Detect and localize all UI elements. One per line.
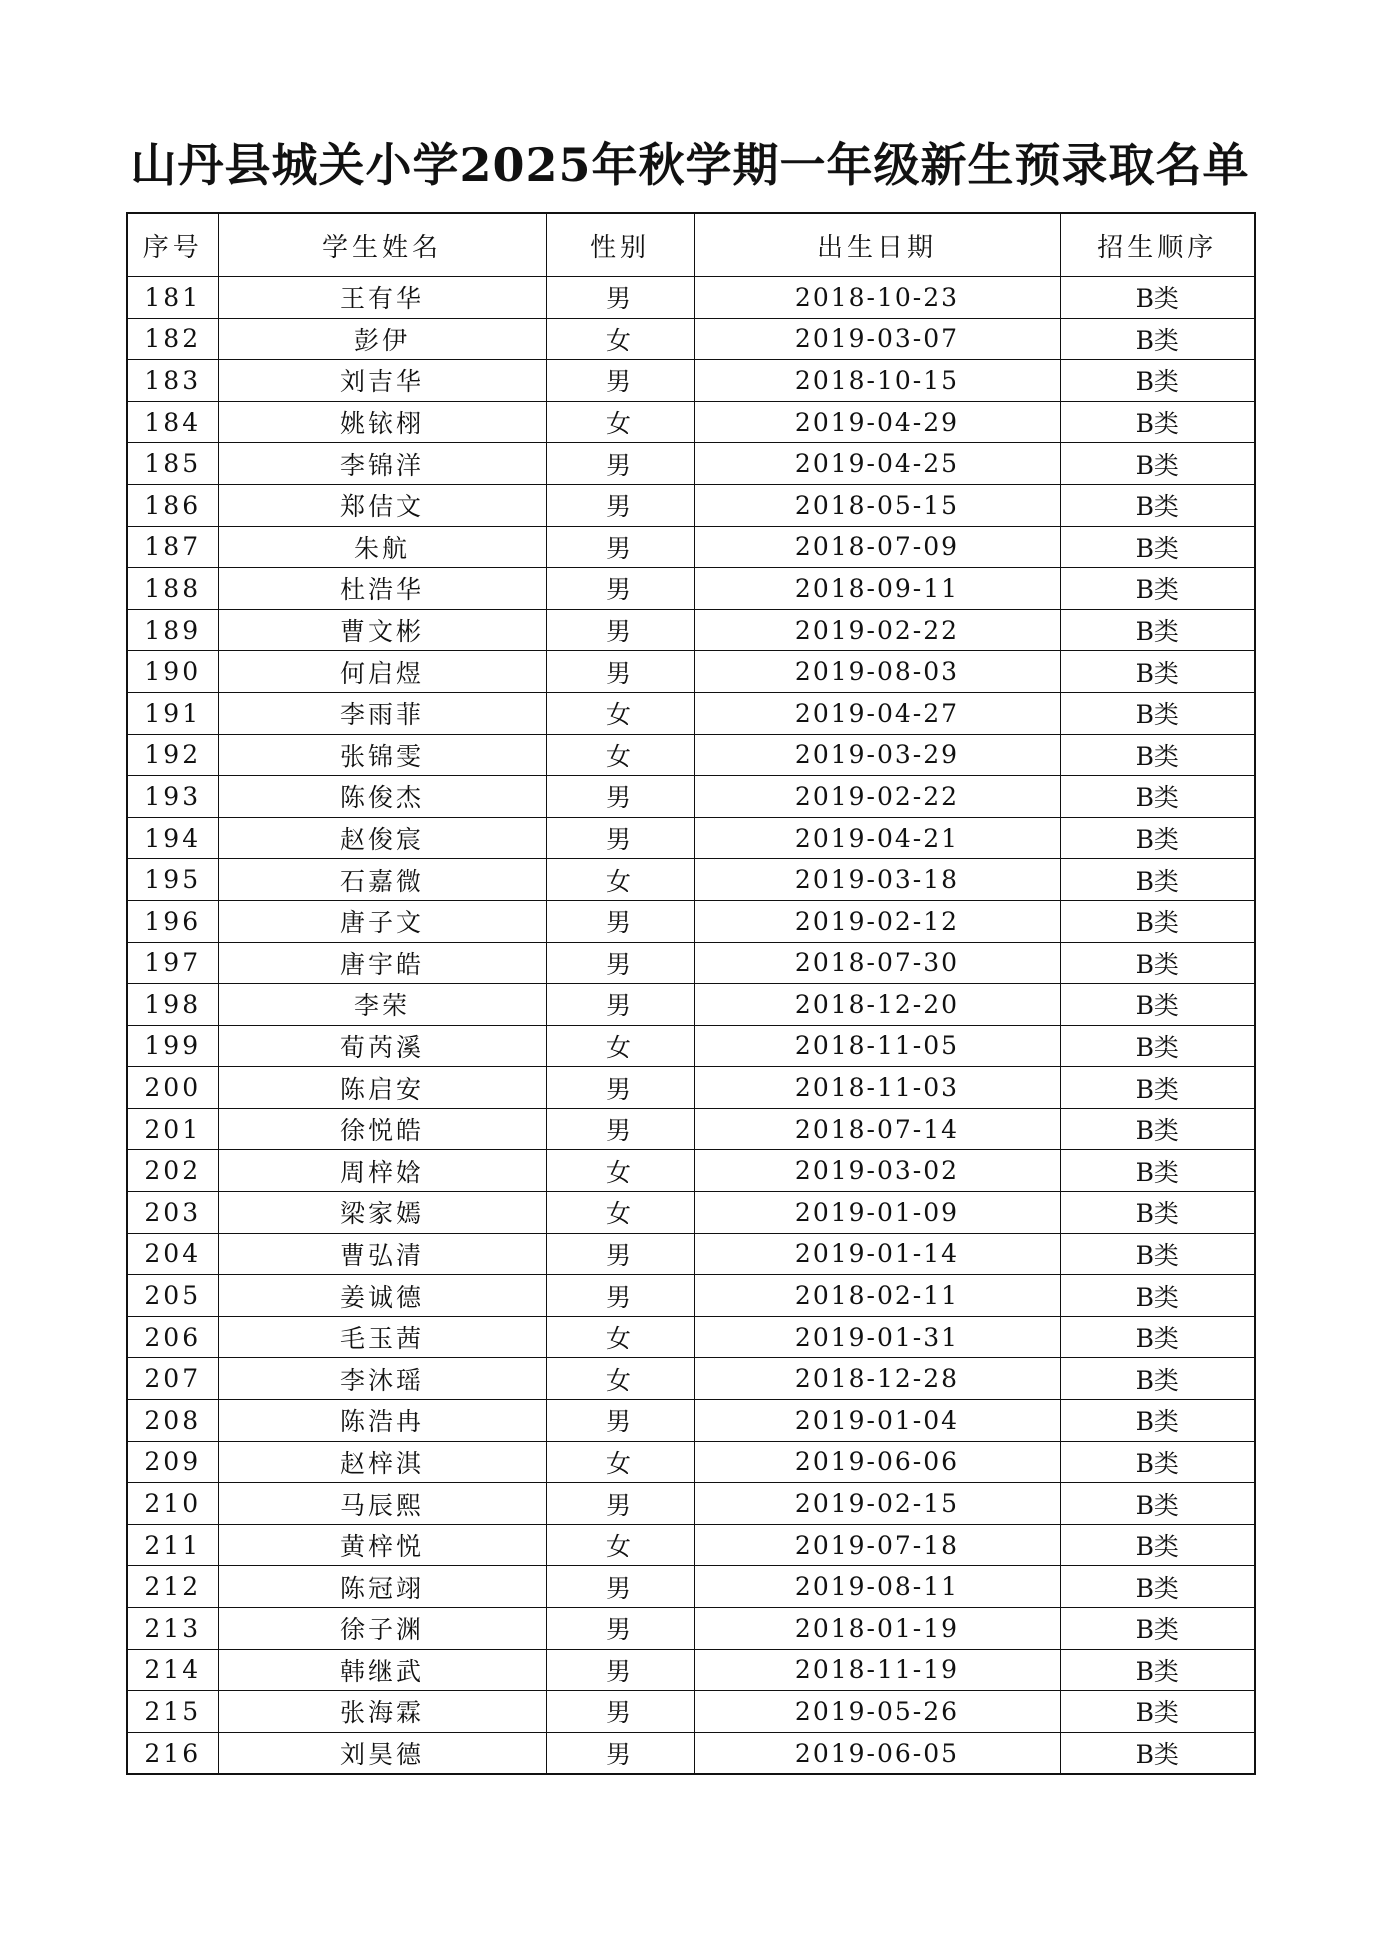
cell-index: 191 [127,692,218,734]
cell-index: 212 [127,1566,218,1608]
cell-student-name: 徐悦皓 [218,1108,546,1150]
cell-index: 199 [127,1025,218,1067]
cell-index: 188 [127,568,218,610]
cell-gender: 男 [546,609,694,651]
cell-admission-order: B类 [1060,1275,1255,1317]
table-body [127,277,1255,1775]
cell-student-name: 石嘉微 [218,859,546,901]
cell-index: 209 [127,1441,218,1483]
header-birth-date: 出生日期 [694,213,1060,277]
cell-gender: 女 [546,734,694,776]
table-row [127,443,1255,485]
cell-birth-date: 2018-07-09 [694,526,1060,568]
cell-student-name: 陈冠翊 [218,1566,546,1608]
cell-index: 210 [127,1483,218,1525]
table-row [127,1566,1255,1608]
cell-student-name: 张海霖 [218,1691,546,1733]
cell-gender: 女 [546,318,694,360]
cell-admission-order: B类 [1060,942,1255,984]
cell-birth-date: 2019-04-25 [694,443,1060,485]
table-row [127,1441,1255,1483]
cell-birth-date: 2019-03-02 [694,1150,1060,1192]
cell-student-name: 姚铱栩 [218,401,546,443]
table-row [127,776,1255,818]
cell-index: 214 [127,1649,218,1691]
table-row [127,1108,1255,1150]
cell-index: 200 [127,1067,218,1109]
table-row [127,1691,1255,1733]
cell-gender: 男 [546,526,694,568]
cell-student-name: 郑佶文 [218,484,546,526]
table-row [127,984,1255,1026]
cell-student-name: 曹文彬 [218,609,546,651]
table-row [127,651,1255,693]
table-header [127,213,1255,277]
cell-birth-date: 2019-02-15 [694,1483,1060,1525]
cell-birth-date: 2019-01-14 [694,1233,1060,1275]
cell-gender: 男 [546,1732,694,1774]
table-row [127,1316,1255,1358]
cell-admission-order: B类 [1060,568,1255,610]
cell-birth-date: 2019-02-12 [694,900,1060,942]
cell-admission-order: B类 [1060,1441,1255,1483]
table-row [127,484,1255,526]
cell-admission-order: B类 [1060,651,1255,693]
cell-index: 182 [127,318,218,360]
cell-gender: 女 [546,1358,694,1400]
cell-admission-order: B类 [1060,734,1255,776]
cell-admission-order: B类 [1060,401,1255,443]
cell-student-name: 周梓娢 [218,1150,546,1192]
cell-admission-order: B类 [1060,1649,1255,1691]
cell-gender: 女 [546,401,694,443]
cell-birth-date: 2018-11-05 [694,1025,1060,1067]
cell-index: 196 [127,900,218,942]
cell-birth-date: 2019-06-05 [694,1732,1060,1774]
cell-birth-date: 2019-05-26 [694,1691,1060,1733]
cell-birth-date: 2019-08-11 [694,1566,1060,1608]
cell-gender: 女 [546,1192,694,1234]
cell-admission-order: B类 [1060,984,1255,1026]
cell-gender: 男 [546,776,694,818]
cell-student-name: 李沐瑶 [218,1358,546,1400]
cell-student-name: 陈俊杰 [218,776,546,818]
cell-admission-order: B类 [1060,1025,1255,1067]
cell-gender: 男 [546,984,694,1026]
table-row [127,817,1255,859]
cell-admission-order: B类 [1060,1608,1255,1650]
cell-birth-date: 2018-11-19 [694,1649,1060,1691]
cell-index: 208 [127,1400,218,1442]
cell-student-name: 马辰熙 [218,1483,546,1525]
table-row [127,526,1255,568]
cell-student-name: 杜浩华 [218,568,546,610]
cell-admission-order: B类 [1060,900,1255,942]
cell-gender: 男 [546,651,694,693]
cell-gender: 男 [546,817,694,859]
table-row [127,609,1255,651]
table-row [127,1524,1255,1566]
cell-student-name: 黄梓悦 [218,1524,546,1566]
cell-index: 194 [127,817,218,859]
cell-admission-order: B类 [1060,1316,1255,1358]
cell-birth-date: 2018-05-15 [694,484,1060,526]
cell-admission-order: B类 [1060,1483,1255,1525]
cell-student-name: 彭伊 [218,318,546,360]
cell-student-name: 姜诚德 [218,1275,546,1317]
cell-gender: 男 [546,942,694,984]
cell-admission-order: B类 [1060,1150,1255,1192]
cell-birth-date: 2019-04-29 [694,401,1060,443]
cell-gender: 男 [546,1067,694,1109]
table-row [127,1192,1255,1234]
cell-birth-date: 2019-01-31 [694,1316,1060,1358]
cell-birth-date: 2019-04-27 [694,692,1060,734]
cell-admission-order: B类 [1060,1524,1255,1566]
cell-admission-order: B类 [1060,1358,1255,1400]
cell-gender: 女 [546,859,694,901]
cell-index: 190 [127,651,218,693]
cell-gender: 女 [546,692,694,734]
cell-gender: 女 [546,1524,694,1566]
cell-birth-date: 2018-12-20 [694,984,1060,1026]
cell-student-name: 陈启安 [218,1067,546,1109]
cell-index: 183 [127,360,218,402]
cell-gender: 男 [546,1566,694,1608]
cell-birth-date: 2018-11-03 [694,1067,1060,1109]
cell-admission-order: B类 [1060,817,1255,859]
cell-index: 198 [127,984,218,1026]
table-row [127,360,1255,402]
cell-birth-date: 2019-07-18 [694,1524,1060,1566]
cell-gender: 男 [546,484,694,526]
cell-birth-date: 2018-02-11 [694,1275,1060,1317]
cell-admission-order: B类 [1060,692,1255,734]
cell-index: 201 [127,1108,218,1150]
cell-admission-order: B类 [1060,360,1255,402]
table-row [127,1067,1255,1109]
cell-admission-order: B类 [1060,1233,1255,1275]
cell-birth-date: 2018-12-28 [694,1358,1060,1400]
cell-birth-date: 2019-04-21 [694,817,1060,859]
cell-gender: 男 [546,1608,694,1650]
table-row [127,692,1255,734]
cell-gender: 男 [546,1400,694,1442]
cell-student-name: 毛玉茜 [218,1316,546,1358]
cell-student-name: 韩继武 [218,1649,546,1691]
cell-index: 185 [127,443,218,485]
cell-student-name: 朱航 [218,526,546,568]
cell-birth-date: 2018-07-14 [694,1108,1060,1150]
cell-student-name: 赵俊宸 [218,817,546,859]
cell-index: 189 [127,609,218,651]
cell-index: 215 [127,1691,218,1733]
cell-index: 207 [127,1358,218,1400]
cell-birth-date: 2019-03-18 [694,859,1060,901]
table-row [127,1233,1255,1275]
cell-admission-order: B类 [1060,1691,1255,1733]
cell-gender: 男 [546,443,694,485]
cell-student-name: 梁家嫣 [218,1192,546,1234]
page-title: 山丹县城关小学2025年秋学期一年级新生预录取名单 [130,138,1250,192]
cell-admission-order: B类 [1060,443,1255,485]
table-row [127,568,1255,610]
table-row [127,277,1255,319]
cell-index: 205 [127,1275,218,1317]
cell-index: 213 [127,1608,218,1650]
cell-birth-date: 2019-02-22 [694,609,1060,651]
cell-index: 202 [127,1150,218,1192]
cell-birth-date: 2019-03-29 [694,734,1060,776]
cell-admission-order: B类 [1060,1192,1255,1234]
cell-birth-date: 2019-06-06 [694,1441,1060,1483]
cell-birth-date: 2018-01-19 [694,1608,1060,1650]
header-index: 序号 [127,213,218,277]
cell-index: 206 [127,1316,218,1358]
cell-index: 192 [127,734,218,776]
cell-admission-order: B类 [1060,609,1255,651]
header-student-name: 学生姓名 [218,213,546,277]
cell-gender: 女 [546,1025,694,1067]
cell-birth-date: 2019-08-03 [694,651,1060,693]
cell-admission-order: B类 [1060,526,1255,568]
cell-student-name: 荀芮溪 [218,1025,546,1067]
table-row [127,1732,1255,1774]
cell-gender: 男 [546,1483,694,1525]
table-row [127,900,1255,942]
table-row [127,401,1255,443]
cell-student-name: 唐宇皓 [218,942,546,984]
cell-birth-date: 2018-07-30 [694,942,1060,984]
cell-gender: 男 [546,1108,694,1150]
cell-student-name: 赵梓淇 [218,1441,546,1483]
table-row [127,1150,1255,1192]
cell-gender: 女 [546,1150,694,1192]
table-row [127,1275,1255,1317]
cell-admission-order: B类 [1060,277,1255,319]
cell-admission-order: B类 [1060,1566,1255,1608]
cell-admission-order: B类 [1060,1108,1255,1150]
cell-birth-date: 2019-01-04 [694,1400,1060,1442]
cell-student-name: 刘昊德 [218,1732,546,1774]
enrollment-table [126,212,1256,1775]
cell-gender: 女 [546,1441,694,1483]
header-gender: 性别 [546,213,694,277]
cell-admission-order: B类 [1060,1732,1255,1774]
cell-index: 187 [127,526,218,568]
cell-gender: 女 [546,1316,694,1358]
cell-birth-date: 2018-09-11 [694,568,1060,610]
cell-gender: 男 [546,1691,694,1733]
cell-index: 193 [127,776,218,818]
cell-index: 184 [127,401,218,443]
cell-birth-date: 2019-01-09 [694,1192,1060,1234]
table-row [127,1649,1255,1691]
cell-gender: 男 [546,900,694,942]
table-row [127,1483,1255,1525]
header-admission-order: 招生顺序 [1060,213,1255,277]
cell-student-name: 张锦雯 [218,734,546,776]
cell-gender: 男 [546,568,694,610]
table-row [127,1358,1255,1400]
cell-gender: 男 [546,1233,694,1275]
cell-student-name: 曹弘清 [218,1233,546,1275]
cell-gender: 男 [546,360,694,402]
cell-student-name: 徐子渊 [218,1608,546,1650]
cell-student-name: 王有华 [218,277,546,319]
cell-index: 195 [127,859,218,901]
cell-admission-order: B类 [1060,1400,1255,1442]
table-row [127,318,1255,360]
header-row [127,213,1255,277]
cell-admission-order: B类 [1060,1067,1255,1109]
table-row [127,1608,1255,1650]
table-row [127,942,1255,984]
cell-gender: 男 [546,1275,694,1317]
cell-student-name: 李锦洋 [218,443,546,485]
cell-birth-date: 2019-03-07 [694,318,1060,360]
cell-index: 181 [127,277,218,319]
cell-index: 216 [127,1732,218,1774]
cell-student-name: 唐子文 [218,900,546,942]
cell-student-name: 李雨菲 [218,692,546,734]
cell-student-name: 李荣 [218,984,546,1026]
cell-index: 197 [127,942,218,984]
cell-index: 186 [127,484,218,526]
table-row [127,1400,1255,1442]
cell-student-name: 陈浩冉 [218,1400,546,1442]
cell-birth-date: 2018-10-23 [694,277,1060,319]
cell-student-name: 刘吉华 [218,360,546,402]
cell-index: 211 [127,1524,218,1566]
cell-index: 203 [127,1192,218,1234]
cell-index: 204 [127,1233,218,1275]
cell-admission-order: B类 [1060,776,1255,818]
cell-student-name: 何启煜 [218,651,546,693]
cell-admission-order: B类 [1060,859,1255,901]
cell-gender: 男 [546,277,694,319]
cell-birth-date: 2018-10-15 [694,360,1060,402]
cell-gender: 男 [546,1649,694,1691]
cell-admission-order: B类 [1060,484,1255,526]
cell-birth-date: 2019-02-22 [694,776,1060,818]
cell-admission-order: B类 [1060,318,1255,360]
table-row [127,734,1255,776]
table-row [127,1025,1255,1067]
table-row [127,859,1255,901]
